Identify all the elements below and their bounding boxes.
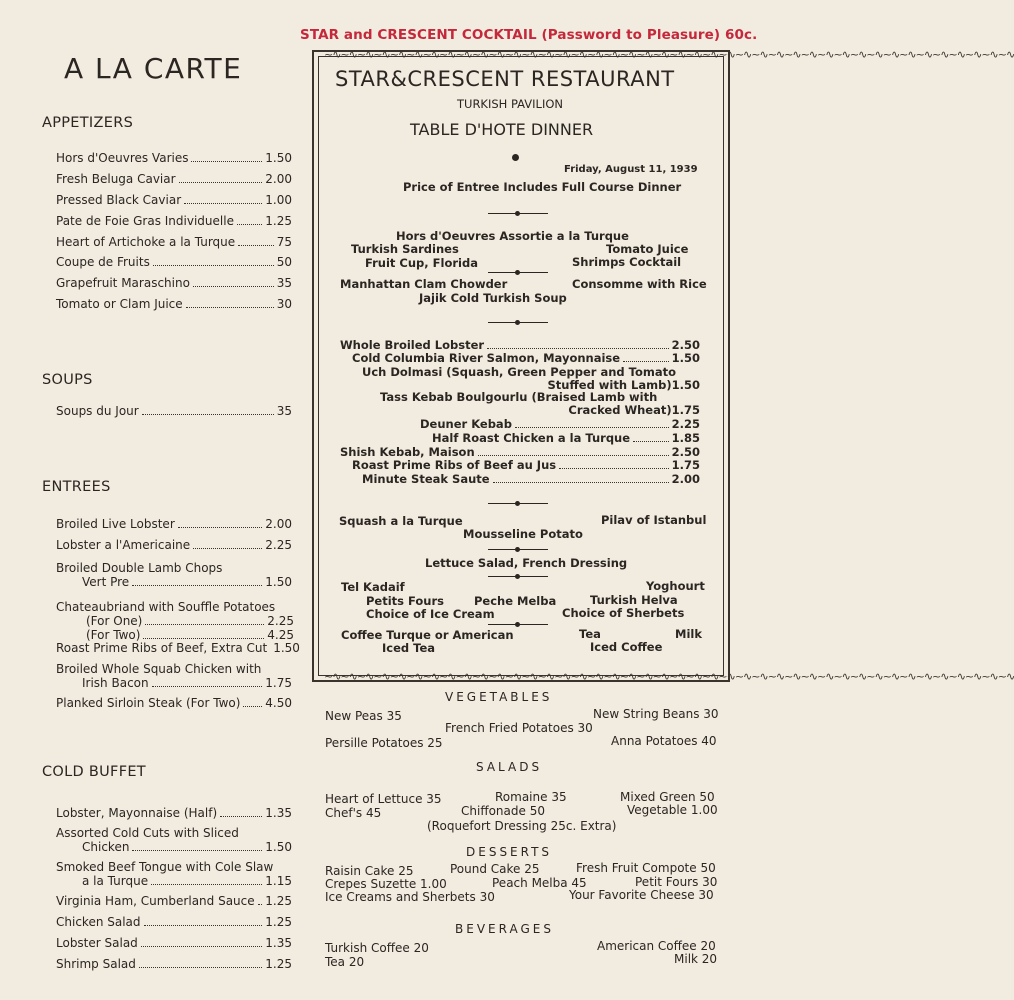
salads-heading: SALADS: [476, 760, 543, 774]
bev-tea-20: Tea 20: [325, 955, 365, 969]
dish-name: Roast Prime Ribs of Beef au Jus: [352, 458, 557, 472]
item-price: 2.00: [265, 517, 292, 531]
item-line2: [56, 874, 292, 888]
ornament-bottom: ~∿~∿~∿~∿~∿~∿~∿~∿~∿~∿~∿~∿~∿~∿~∿~∿~∿~∿~∿~∿~∿~∿~∿~∿~∿~∿~∿~∿~∿~∿~∿~∿~∿~∿~∿~∿~∿~∿~∿~∿~∿~∿: [324, 670, 1014, 683]
veg-persille: Persille Potatoes 25: [325, 736, 443, 750]
item-price: 1.35: [265, 806, 292, 820]
dessert-sherbets: Choice of Sherbets: [562, 606, 685, 620]
starter-hors-doeuvres: Hors d'Oeuvres Assortie a la Turque: [396, 229, 629, 243]
item-name: Broiled Double Lamb Chops: [56, 561, 223, 575]
dot-leader: [184, 203, 262, 204]
dessert-petits-fours: Petits Fours: [366, 594, 445, 608]
salad-mixed: Mixed Green 50: [620, 790, 715, 804]
desserts-heading: DESSERTS: [466, 845, 553, 859]
dish-name: Uch Dolmasi (Squash, Green Pepper and Tomato: [362, 365, 676, 379]
item-price: 1.50: [265, 151, 292, 165]
dot-leader: [515, 427, 669, 428]
side-pilav: Pilav of Istanbul: [601, 513, 707, 527]
menu-item: [56, 235, 292, 249]
menu-item: [56, 641, 300, 655]
item-name: Tomato or Clam Juice: [56, 297, 183, 311]
item-price: 2.25: [265, 538, 292, 552]
side-salad: Lettuce Salad, French Dressing: [425, 556, 628, 570]
item-name: Heart of Artichoke a la Turque: [56, 235, 236, 249]
item-name: Pressed Black Caviar: [56, 193, 182, 207]
menu-item: [56, 255, 292, 269]
dish-name: Whole Broiled Lobster: [340, 338, 485, 352]
dish-name: Deuner Kebab: [420, 417, 512, 431]
item-price: 1.35: [265, 936, 292, 950]
dish-price: 2.50: [671, 338, 700, 352]
menu-item: [56, 297, 292, 311]
dessert-crepes: Crepes Suzette 1.00: [325, 877, 447, 891]
salad-heart: Heart of Lettuce 35: [325, 792, 442, 806]
dot-leader: [179, 182, 263, 183]
item-price: 30: [276, 297, 292, 311]
menu-date: Friday, August 11, 1939: [564, 164, 698, 175]
salad-vegetable: Vegetable 1.00: [627, 803, 718, 817]
item-price: 1.75: [265, 676, 292, 690]
menu-item: [56, 151, 292, 165]
dessert-peche-melba: Peche Melba: [474, 594, 557, 608]
dish-row: [362, 473, 700, 486]
entrees-heading: ENTREES: [42, 479, 111, 495]
item-name: Lobster, Mayonnaise (Half): [56, 806, 218, 820]
dot-leader: [237, 224, 262, 225]
item-price: 1.15: [265, 874, 292, 888]
dot-leader: [478, 455, 669, 456]
dot-leader: [193, 286, 274, 287]
appetizers-heading: APPETIZERS: [42, 115, 134, 131]
dessert-helva: Turkish Helva: [590, 593, 678, 607]
dessert-raisin: Raisin Cake 25: [325, 864, 414, 878]
item-name: Lobster Salad: [56, 936, 138, 950]
soup-chowder: Manhattan Clam Chowder: [340, 277, 508, 291]
starter-tomato-juice: Tomato Juice: [606, 242, 689, 256]
menu-item: [56, 894, 292, 908]
menu-item: [56, 193, 292, 207]
dot-leader: [633, 441, 669, 442]
soup-jajik: Jajik Cold Turkish Soup: [419, 291, 567, 305]
item-line2: [56, 676, 292, 690]
dish-name: Cold Columbia River Salmon, Mayonnaise: [352, 351, 621, 365]
bev-american-coffee: American Coffee 20: [597, 939, 716, 953]
dot-leader: [143, 638, 264, 639]
separator: [488, 503, 548, 504]
item-price: 1.25: [265, 957, 292, 971]
restaurant-name: STAR&CRESCENT RESTAURANT: [335, 67, 675, 91]
menu-item: [56, 214, 292, 228]
menu-item: [56, 172, 292, 186]
dessert-ice-creams: Ice Creams and Sherbets 30: [325, 890, 495, 904]
item-name-cont: a la Turque: [82, 874, 149, 888]
dish-row: [352, 459, 700, 472]
salad-chefs: Chef's 45: [325, 806, 382, 820]
salad-roquefort-note: (Roquefort Dressing 25c. Extra): [427, 819, 617, 833]
starter-sardines: Turkish Sardines: [351, 242, 459, 256]
menu-item: [56, 957, 292, 971]
menu-subitem: [86, 628, 294, 642]
item-name: Broiled Live Lobster: [56, 517, 175, 531]
menu-item: [56, 404, 292, 418]
dish-price: 2.25: [671, 417, 700, 431]
dot-leader: [151, 884, 262, 885]
menu-item: [56, 538, 292, 552]
dessert-pound: Pound Cake 25: [450, 862, 540, 876]
side-potato: Mousseline Potato: [463, 527, 583, 541]
dish-name: Tass Kebab Boulgourlu (Braised Lamb with: [380, 390, 658, 404]
menu-item: [56, 915, 292, 929]
starter-shrimps: Shrimps Cocktail: [572, 255, 682, 269]
item-price: 1.25: [265, 894, 292, 908]
item-name: Smoked Beef Tongue with Cole Slaw: [56, 860, 274, 874]
dish-row: [432, 432, 700, 445]
item-name: Grapefruit Maraschino: [56, 276, 190, 290]
menu-item: [56, 276, 292, 290]
menu-item: [56, 696, 292, 710]
dish-price: 2.50: [671, 445, 700, 459]
price-note: Price of Entree Includes Full Course Dinner: [403, 180, 682, 194]
menu-item: [56, 600, 292, 614]
dessert-compote: Fresh Fruit Compote 50: [576, 861, 716, 875]
salad-chiffonade: Chiffonade 50: [461, 804, 545, 818]
item-name: Chateaubriand with Souffle Potatoes: [56, 600, 276, 614]
dessert-melba: Peach Melba 45: [492, 876, 587, 890]
dot-leader: [487, 348, 669, 349]
dish-price: 1.85: [671, 431, 700, 445]
dish-name: Half Roast Chicken a la Turque: [432, 431, 631, 445]
dot-leader: [153, 265, 274, 266]
beverages-heading: BEVERAGES: [455, 922, 554, 936]
menu-subitem: [86, 614, 294, 628]
dot-leader: [258, 904, 263, 905]
dot-leader: [132, 585, 262, 586]
dessert-cheese: Your Favorite Cheese 30: [569, 888, 714, 902]
salad-romaine: Romaine 35: [495, 790, 567, 804]
item-line2: [56, 840, 292, 854]
side-squash: Squash a la Turque: [339, 514, 463, 528]
dish-price: 1.50: [671, 378, 700, 392]
dot-leader: [493, 482, 669, 483]
item-price: 1.25: [265, 915, 292, 929]
bev-iced-tea: Iced Tea: [382, 641, 436, 655]
item-name: Roast Prime Ribs of Beef, Extra Cut: [56, 641, 268, 655]
dish-name: Minute Steak Saute: [362, 472, 490, 486]
pavilion-label: TURKISH PAVILION: [457, 97, 564, 111]
menu-item: [56, 860, 292, 888]
item-name: Shrimp Salad: [56, 957, 136, 971]
item-price: 2.25: [267, 614, 294, 628]
veg-string-beans: New String Beans 30: [593, 707, 719, 721]
item-price: 35: [276, 404, 292, 418]
dot-leader: [623, 361, 669, 362]
dot-leader: [178, 527, 263, 528]
item-price: 4.25: [267, 628, 294, 642]
veg-french-fried: French Fried Potatoes 30: [445, 721, 593, 735]
dot-leader: [243, 706, 262, 707]
bev-milk-20: Milk 20: [674, 952, 718, 966]
bev-coffee: Coffee Turque or American: [341, 628, 514, 642]
item-line2: [56, 575, 292, 589]
dish-price: 1.75: [671, 403, 700, 417]
item-price: 75: [276, 235, 292, 249]
dish-row: [380, 404, 700, 417]
dot-leader: [238, 245, 274, 246]
item-price: 50: [276, 255, 292, 269]
item-price: 1.25: [265, 214, 292, 228]
dot-leader: [145, 624, 264, 625]
separator: [488, 576, 548, 577]
dish-row: [352, 352, 700, 365]
item-name-cont: Irish Bacon: [82, 676, 149, 690]
cold-buffet-heading: COLD BUFFET: [42, 764, 146, 780]
vegetables-heading: VEGETABLES: [445, 690, 553, 704]
item-price: 1.50: [273, 641, 300, 655]
item-name: Lobster a l'Americaine: [56, 538, 191, 552]
subitem-name: (For Two): [86, 628, 141, 642]
soup-consomme: Consomme with Rice: [572, 277, 707, 291]
item-price: 35: [276, 276, 292, 290]
item-name: Chicken Salad: [56, 915, 141, 929]
dish-name-cont: Stuffed with Lamb): [547, 378, 672, 392]
item-price: 1.00: [265, 193, 292, 207]
item-name-cont: Chicken: [82, 840, 130, 854]
starter-fruit-cup: Fruit Cup, Florida: [365, 256, 478, 270]
dish-name: Shish Kebab, Maison: [340, 445, 475, 459]
item-price: 1.50: [265, 840, 292, 854]
dessert-yoghourt: Yoghourt: [646, 579, 705, 593]
dessert-ice-cream: Choice of Ice Cream: [366, 607, 495, 621]
separator: [488, 549, 548, 550]
bev-turkish-coffee: Turkish Coffee 20: [325, 941, 429, 955]
menu-item: [56, 662, 292, 690]
menu-item: [56, 826, 292, 854]
item-name-cont: Vert Pre: [82, 575, 130, 589]
dish-price: 1.50: [671, 351, 700, 365]
item-name: Coupe de Fruits: [56, 255, 150, 269]
veg-anna: Anna Potatoes 40: [611, 734, 717, 748]
subitem-name: (For One): [86, 614, 143, 628]
dot-leader: [144, 925, 263, 926]
item-price: 1.50: [265, 575, 292, 589]
menu-item: [56, 806, 292, 820]
bev-tea: Tea: [579, 627, 601, 641]
item-price: 4.50: [265, 696, 292, 710]
bev-iced-coffee: Iced Coffee: [590, 640, 663, 654]
item-name: Broiled Whole Squab Chicken with: [56, 662, 262, 676]
dish-price: 1.75: [671, 458, 700, 472]
bev-milk: Milk: [675, 627, 702, 641]
bullet-dot: [512, 154, 519, 161]
dot-leader: [139, 967, 262, 968]
item-name: Soups du Jour: [56, 404, 139, 418]
dot-leader: [141, 946, 262, 947]
soups-heading: SOUPS: [42, 372, 93, 388]
dish-name-cont: Cracked Wheat): [568, 403, 672, 417]
item-name: Pate de Foie Gras Individuelle: [56, 214, 234, 228]
dessert-kadaif: Tel Kadaif: [341, 580, 405, 594]
dot-leader: [559, 468, 669, 469]
ornament-top: ~∿~∿~∿~∿~∿~∿~∿~∿~∿~∿~∿~∿~∿~∿~∿~∿~∿~∿~∿~∿~∿~∿~∿~∿~∿~∿~∿~∿~∿~∿~∿~∿~∿~∿~∿~∿~∿~∿~∿~∿~∿~∿: [324, 48, 1014, 61]
dot-leader: [191, 161, 262, 162]
dot-leader: [142, 414, 274, 415]
menu-item: [56, 936, 292, 950]
dot-leader: [132, 850, 262, 851]
menu-item: [56, 561, 292, 589]
dish-row: [420, 418, 700, 431]
item-name: Hors d'Oeuvres Varies: [56, 151, 189, 165]
item-name: Fresh Beluga Caviar: [56, 172, 176, 186]
dot-leader: [193, 548, 262, 549]
item-price: 2.00: [265, 172, 292, 186]
dot-leader: [220, 816, 262, 817]
menu-item: [56, 517, 292, 531]
dot-leader: [152, 686, 263, 687]
separator: [488, 322, 548, 323]
separator: [488, 213, 548, 214]
item-name: Planked Sirloin Steak (For Two): [56, 696, 241, 710]
item-name: Assorted Cold Cuts with Sliced: [56, 826, 239, 840]
separator: [488, 272, 548, 273]
cocktail-banner: STAR and CRESCENT COCKTAIL (Password to Pleasure) 60c.: [300, 27, 758, 43]
dessert-petit-fours: Petit Fours 30: [635, 875, 718, 889]
table-dhote-title: TABLE D'HOTE DINNER: [410, 120, 594, 139]
veg-peas: New Peas 35: [325, 709, 402, 723]
separator: [488, 624, 548, 625]
item-name: Virginia Ham, Cumberland Sauce: [56, 894, 255, 908]
a-la-carte-title: A LA CARTE: [64, 52, 243, 85]
dot-leader: [186, 307, 274, 308]
dish-price: 2.00: [671, 472, 700, 486]
